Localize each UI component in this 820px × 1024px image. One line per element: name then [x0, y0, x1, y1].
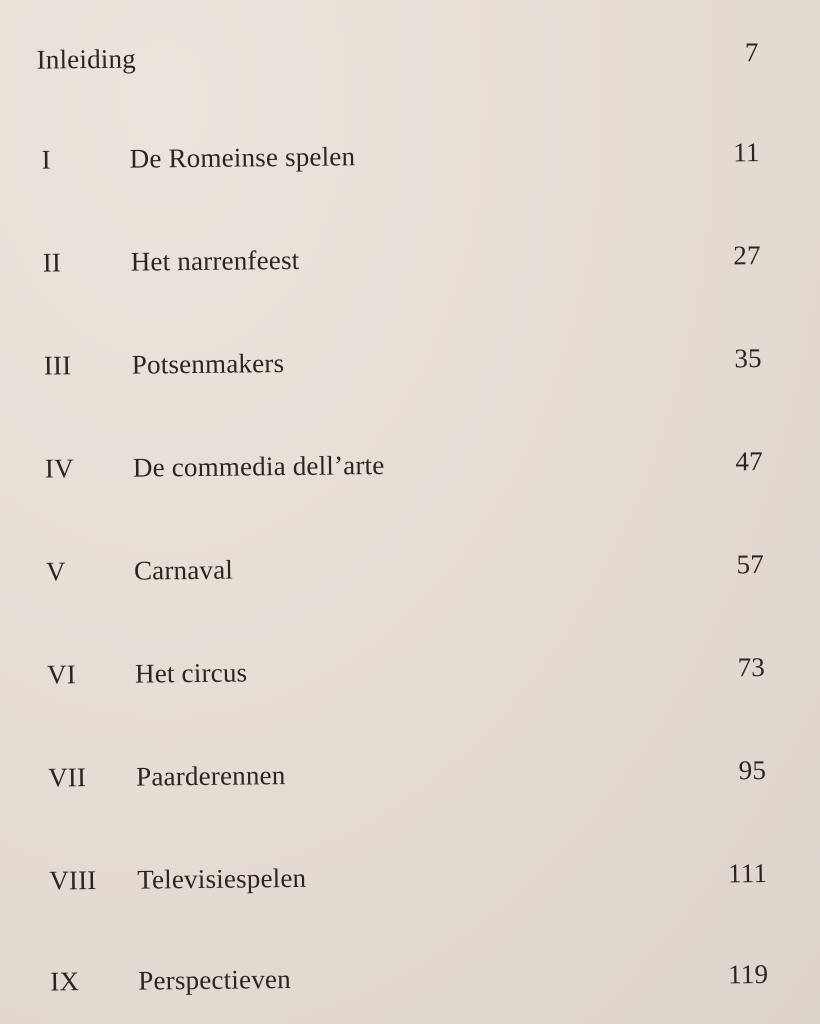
- toc-entry: [3, 234, 820, 283]
- toc-title: Paarderennen: [135, 760, 286, 792]
- toc-chapter-numeral: V: [45, 556, 66, 587]
- toc-page-number: 27: [733, 240, 761, 271]
- toc-page-number: 119: [727, 959, 769, 990]
- toc-title: Het narrenfeest: [130, 244, 300, 277]
- toc-title: Carnaval: [133, 554, 234, 586]
- toc-chapter-numeral: III: [43, 350, 72, 381]
- toc-entry: [8, 749, 820, 798]
- toc-title: Televisiespelen: [137, 862, 307, 895]
- toc-page-number: 7: [744, 37, 759, 68]
- toc-title: Inleiding: [36, 43, 137, 75]
- toc-title: Het circus: [134, 657, 248, 689]
- toc-chapter-numeral: VIII: [49, 865, 97, 896]
- toc-chapter-numeral: IX: [50, 966, 80, 997]
- toc-entry: [5, 440, 820, 489]
- toc-page-number: 35: [734, 343, 762, 374]
- toc-chapter-numeral: VI: [46, 659, 77, 690]
- toc-page-number: 95: [738, 755, 767, 786]
- toc-entry: [7, 646, 820, 695]
- toc-page-number: 73: [737, 652, 766, 683]
- toc-chapter-numeral: II: [42, 247, 62, 278]
- toc-title: De commedia dell’arte: [132, 450, 385, 483]
- toc-page-number: 111: [727, 858, 768, 889]
- toc-chapter-numeral: VII: [47, 762, 87, 793]
- toc-entry: [6, 543, 820, 592]
- toc-entry: [4, 337, 820, 386]
- toc-chapter-numeral: I: [41, 144, 52, 175]
- toc-page-number: 57: [736, 549, 765, 580]
- toc-page-number: 47: [735, 446, 764, 477]
- toc-chapter-numeral: IV: [44, 453, 74, 484]
- toc-page-number: 11: [733, 137, 760, 168]
- toc-entry: [1, 131, 820, 180]
- toc-title: Potsenmakers: [131, 348, 285, 380]
- toc-entry-intro: [0, 31, 820, 80]
- toc-title: De Romeinse spelen: [129, 141, 356, 174]
- toc-title: Perspectieven: [138, 964, 291, 996]
- toc-entry: [10, 953, 820, 1002]
- toc-entry: [9, 852, 820, 901]
